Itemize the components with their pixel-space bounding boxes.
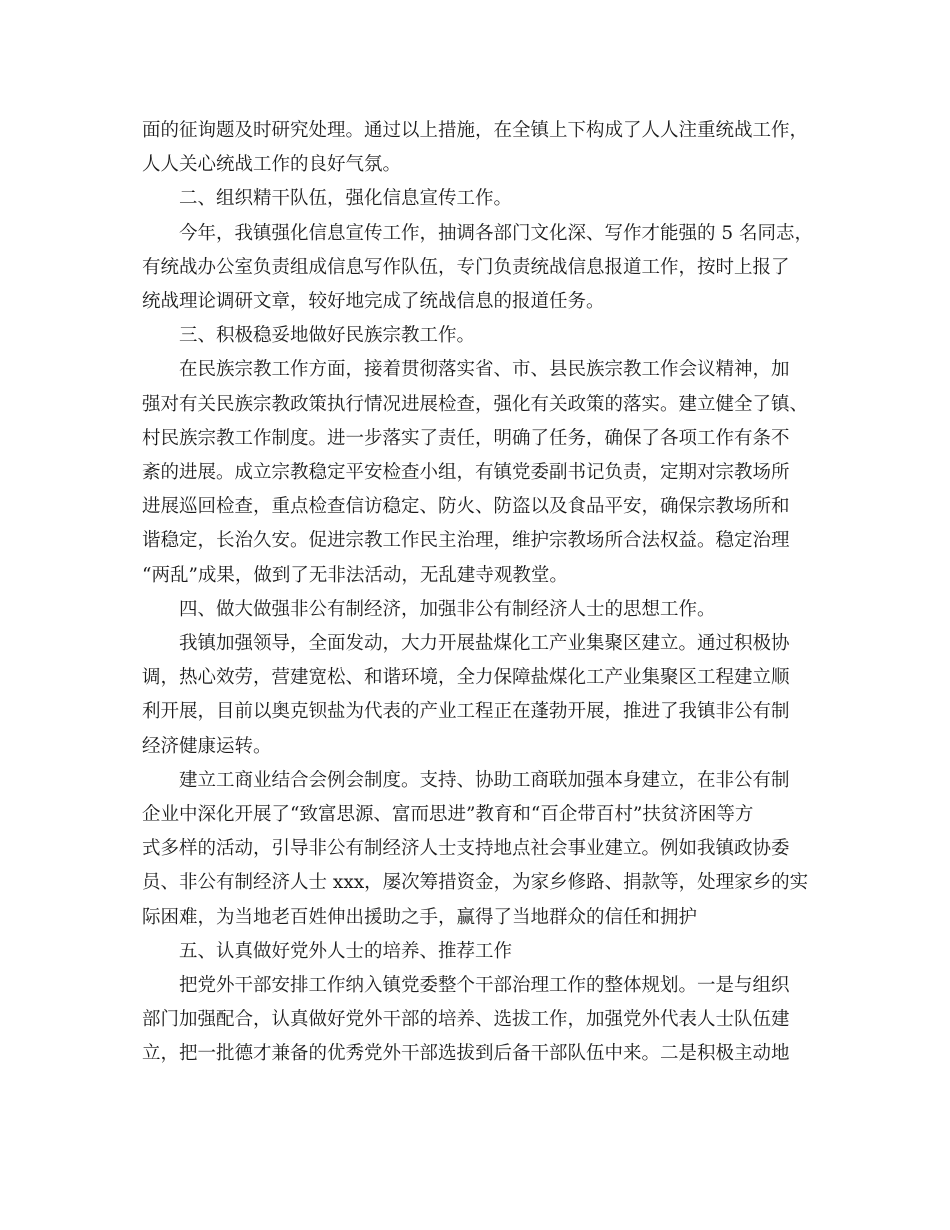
text-line: 四、做大做强非公有制经济，加强非公有制经济人士的思想工作。 bbox=[179, 598, 716, 620]
text-line: 人人关心统战工作的良好气氛。 bbox=[142, 154, 402, 176]
text-line: 进展巡回检查，重点检查信访稳定、防火、防盗以及食品平安，确保宗教场所和 bbox=[142, 496, 790, 518]
body-paragraph bbox=[142, 627, 808, 764]
text-line: 有统战办公室负责组成信息写作队伍，专门负责统战信息报道工作，按时上报了 bbox=[142, 256, 790, 278]
body-paragraph bbox=[142, 114, 808, 182]
text-line: 统战理论调研文章，较好地完成了统战信息的报道任务。 bbox=[142, 291, 605, 313]
text-line: 强对有关民族宗教政策执行情况进展检查，强化有关政策的落实。建立健全了镇、 bbox=[142, 393, 809, 415]
body-paragraph bbox=[142, 353, 808, 592]
text-line: 经济健康运转。 bbox=[142, 735, 272, 757]
text-line: 二、组织精干队伍，强化信息宣传工作。 bbox=[179, 188, 513, 210]
text-line: 建立工商业结合会例会制度。支持、协助工商联加强本身建立，在非公有制 bbox=[179, 769, 790, 791]
text-line: 企业中深化开展了“致富思源、富而思进”教育和“百企带百村”扶贫济困等方 bbox=[142, 804, 754, 826]
text-line: 在民族宗教工作方面，接着贯彻落实省、市、县民族宗教工作会议精神，加 bbox=[179, 359, 790, 381]
text-line: 谐稳定，长治久安。促进宗教工作民主治理，维护宗教场所合法权益。稳定治理 bbox=[142, 530, 790, 552]
body-paragraph bbox=[142, 217, 814, 320]
text-line: 部门加强配合，认真做好党外干部的培养、选拔工作，加强党外代表人士队伍建 bbox=[142, 1009, 790, 1031]
body-paragraph bbox=[142, 764, 808, 935]
text-line: 面的征询题及时研究处理。通过以上措施，在全镇上下构成了人人注重统战工作， bbox=[142, 120, 809, 141]
text-line: 村民族宗教工作制度。进一步落实了责任，明确了任务，确保了各项工作有条不 bbox=[142, 427, 790, 449]
text-line: 利开展，目前以奥克钡盐为代表的产业工程正在蓬勃开展，推进了我镇非公有制 bbox=[142, 701, 790, 723]
text-line: 际困难，为当地老百姓伸出援助之手，赢得了当地群众的信任和拥护 bbox=[142, 906, 698, 928]
text-line: 调，热心效劳，营建宽松、和谐环境，全力保障盐煤化工产业集聚区工程建立顺 bbox=[142, 667, 790, 689]
section-heading bbox=[142, 935, 808, 969]
text-line: 把党外干部安排工作纳入镇党委整个干部治理工作的整体规划。一是与组织 bbox=[179, 975, 790, 997]
text-line: 紊的进展。成立宗教稳定平安检查小组，有镇党委副书记负责，定期对宗教场所 bbox=[142, 462, 790, 484]
text-line: 立，把一批德才兼备的优秀党外干部选拔到后备干部队伍中来。二是积极主动地 bbox=[142, 1043, 790, 1065]
text-line: “两乱”成果，做到了无非法活动，无乱建寺观教堂。 bbox=[142, 564, 568, 586]
section-heading bbox=[142, 319, 808, 353]
text-line: 我镇加强领导，全面发动，大力开展盐煤化工产业集聚区建立。通过积极协 bbox=[179, 633, 790, 655]
text-line: 式多样的活动，引导非公有制经济人士支持地点社会事业建立。例如我镇政协委 bbox=[142, 838, 790, 860]
text-line: 员、非公有制经济人士 xxx，屡次筹措资金，为家乡修路、捐款等，处理家乡的实 bbox=[142, 872, 809, 894]
text-line: 五、认真做好党外人士的培养、推荐工作 bbox=[179, 940, 513, 962]
text-line: 今年，我镇强化信息宣传工作，抽调各部门文化深、写作才能强的 5 名同志， bbox=[179, 222, 814, 244]
section-heading bbox=[142, 593, 808, 627]
text-line: 三、积极稳妥地做好民族宗教工作。 bbox=[179, 325, 476, 347]
document-body bbox=[142, 114, 814, 1072]
body-paragraph bbox=[142, 969, 808, 1072]
section-heading bbox=[142, 182, 808, 216]
